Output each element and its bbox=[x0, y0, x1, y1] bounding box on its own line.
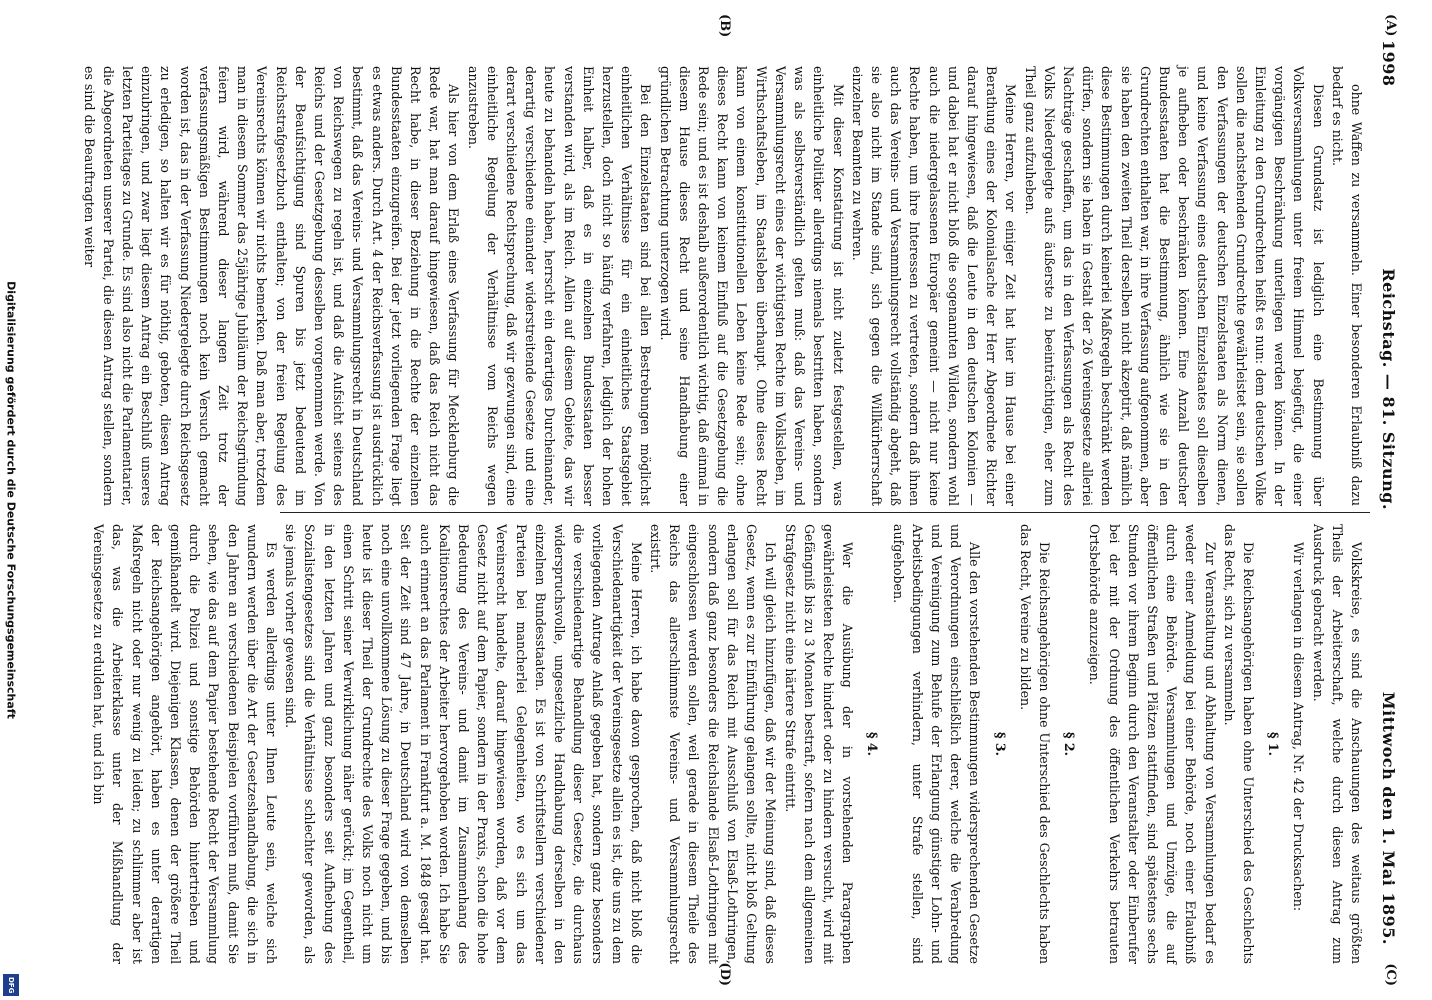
section-heading: § 2. bbox=[1062, 731, 1078, 757]
paragraph: Als hier von dem Erlaß eines Verfassung für Mecklenburg die Rede war, hat man darauf hingewiesen, daß das Reich nicht das Recht habe, in dieser Beziehung in die Rechte der einzelnen Bundesstaaten einzugreifen. Bei der jetzt vorliegenden Frage liegt es etwas anders. Durch Art. 4 der Reichsverfassung ist ausdrücklich bestimmt, daß das Vereins- und Versammlungsrecht in Deutschland von Reichswegen zu regeln ist, und daß die Aufsicht seitens des Reichs und der Gesetzgebung desselben vorgenommen werde. Von der Beaufsichtigung sind Spuren bis jetzt bedeutend im Reichsstrafgesetzbuch enthalten; von der freien Regelung des Vereinsrechts können wir nichts bemerken. Daß man aber, trotzdem man in diesem Sommer das 25jährige Jubiläum der Reichsgründung feiern wird, während dieser langen Zeit trotz der verfassungsmäßigen Bestimmungen noch kein Versuch gemacht worden ist, das in der Verfassung Niedergelegte durch Reichsgesetz zu erledigen, so halten wir es für nöthig, geboten, diesen Antrag einzubringen, und zwar liegt diesem Antrag ein Beschluß unseres letzten Parteitages zu Grunde. Es sind also nicht die Parlamentarier, die Abgeordneten unserer Partei, die diesen Antrag stellen, sondern es sind die Beauftragten weiter bbox=[81, 66, 462, 506]
paragraph: Es werden allerdings unter Ihnen Leute sein, welche sich wundern werden über die Art der Gesetzeshandhabung, die sich in den Jahren an verschiedenen Beispielen vorführen muß, damit Sie sehen, wie das auf dem Papier bestehende Recht der Versammlung durch die Polizei und sonstige Behörden hintertrieben und gemißhandelt wird. Diejenigen Klassen, denen der größere Theil der Reichsangehörigen angehört, haben es unter derartigen Maßregeln nicht oder nur wenig zu leiden; zu schlimmer aber ist das, was die Arbeiterklasse unter der Mißhandlung der Vereinsgesetze zu erdulden hat, und ich bin bbox=[91, 524, 280, 964]
digitization-credit bbox=[0, 0, 22, 1000]
paragraph: Diesen Grundsatz ist lediglich eine Bestimmung über Volksversammlungen unter freiem Himmel beigefügt, die einer vorgängigen Beschränkung unterliegen werden können. In der Einleitung zu den Grundrechten heißt es nun: dem deutschen Volke sollen die nachstehenden Grundrechte gewährleistet sein, sie sollen den Verfassungen der deutschen Einzelstaaten als Norm dienen, und keine Verfassung eines deutschen Einzelstaates soll dieselben je aufheben oder beschränken können. Eine Anzahl deutscher Bundesstaaten hat die Bestimmung, ähnlich wie sie in den Grundrechten enthalten war, in ihre Verfassung aufgenommen, aber sie haben den zweiten Theil derselben nicht akzeptirt, daß nämlich diese Bestimmungen durch keinerlei Maßregeln beschränkt werden dürfen, sondern sie haben in Gestalt der 26 Vereinsgesetze alleriei Nachträge geschaffen, um das in den Verfassungen als Recht des Volks Niedergelegte aufs äußerste zu beeinträchtigen, eher zum Theil ganz aufzuheben. bbox=[1022, 66, 1326, 506]
paragraph: Wer die Ausübung der in vorstehenden Paragraphen gewährleisteten Rechte hindert oder zu hindern versucht, wird mit Gefängniß bis zu 3 Monaten bestraft, sofern nach dem allgemeinen Strafgesetz nicht eine härtere Strafe eintritt. bbox=[782, 524, 856, 964]
credit-text: Digitalisierung gefördert durch die Deutsche Forschungsgemeinschaft bbox=[4, 281, 18, 719]
paragraph: Die Reichsangehörigen ohne Unterschied des Geschlechts haben das Recht, Vereine zu bilden. bbox=[1017, 524, 1052, 964]
section-heading: § 4. bbox=[865, 731, 881, 757]
paragraph: Ich will gleich hinzufügen, daß wir der Meinung sind, daß dieses Gesetz, wenn es zur Einführung gelangen sollte, nicht bloß Geltung erlangen soll für das Reich mit Ausschluß von Elsaß-Lothringen, sondern daß ganz besonders die Reichslande Elsaß-Lothringen mit eingeschlossen werden sollen, weil gerade in diesem Theile des Reichs das allerschlimmste Vereins- und Versammlungsrecht existirt. bbox=[648, 524, 779, 964]
dfg-logo: DFG bbox=[3, 974, 19, 996]
margin-marker-b: (B) bbox=[717, 14, 732, 38]
right-column bbox=[91, 524, 1366, 964]
page-date: Mittwoch den 1. Mai 1895. bbox=[1379, 691, 1399, 945]
paragraph: Zur Veranstaltung und Abhaltung von Versammlungen bedarf es weder einer Anmeldung bei einer Behörde, noch einer Erlaubniß durch eine Behörde. Versammlungen und Umzüge, die auf öffentlichen Straßen und Plätzen stattfinden, sind spätestens sechs Stunden vor ihrem Beginn durch den Veranstalter oder Einberufer bei der mit der Ordnung des öffentlichen Verkehrs betrauten Ortsbehörde anzuzeigen. bbox=[1087, 524, 1218, 964]
paragraph: Meine Herren, ich habe davon gesprochen, daß nicht bloß die Verschiedenartigkeit der Vereinsgesetze allein es ist, die uns zu dem vorliegenden Antrage Anlaß gegeben hat, sondern ganz besonders die verschiedenartige Behandlung dieser Gesetze, die durchaus widerspruchsvolle, ungesetzliche Handhabung derselben in den einzelnen Bundesstaaten. Es ist von Schriftstellern verschiedener Parteien bei mancherlei Gelegenheiten, wo es sich um das Vereinsrecht handelte, darauf hingewiesen worden, daß vor dem Gesetz nicht auf dem Papier, sondern in der Praxis, schon die hohe Bedeutung des Vereins- und damit im Zusammenhang des Koalitionsrechtes der Arbeiter hervorgehoben worden. Ich habe Sie auch erinnert an das Parlament in Frankfurt a. M. 1848 gesagt hat. Seit der Zeit sind 47 Jahre, in Deutschland wird von demselben noch eine unvollkommene Lösung zu dieser Frage gegeben, und bis heute ist dieser Theil der Grundrechte des Volks noch nicht um einen Schritt seiner Verwirklichung näher gerückt; im Gegentheil, in den letzten Jahren und ganz besonders seit Aufhebung des Sozialistengesetzes sind die Verhältnisse schlechter geworden, als sie jemals vorher gewesen sind. bbox=[283, 524, 644, 964]
section-heading: § 3. bbox=[992, 731, 1008, 757]
page-header bbox=[1376, 40, 1402, 945]
paragraph: Alle den vorstehenden Bestimmungen widersprechenden Gesetze und Verordnungen einschließlich derer, welche die Verabredung und Vereinigung zum Behufe der Erlangung günstiger Lohn- und Arbeitsbedingungen verhindern, unter Strafe stellen, sind aufgehoben. bbox=[890, 524, 983, 964]
column-divider bbox=[280, 512, 1370, 513]
paragraph: ohne Waffen zu versammeln. Einer besonderen Erlaubniß dazu bedarf es nicht. bbox=[1329, 66, 1364, 506]
page-number: 1998 bbox=[1379, 40, 1399, 87]
margin-marker-d: (D) bbox=[717, 962, 732, 986]
paragraph: Wir verlangen in diesem Antrag, Nr. 42 der Drucksachen: bbox=[1291, 542, 1307, 912]
margin-marker-a: (A) bbox=[1383, 14, 1398, 37]
margin-marker-c: (C) bbox=[1383, 963, 1398, 986]
paragraph: Meine Herren, vor einiger Zeit hat hier im Hause bei einer Berathung eines der Kolonialsache der Herr Abgeordnete Richter darauf hingewiesen, daß die Leute in den deutschen Kolonien — und dabei hat er nicht bloß die sogenannten Wilden, sondern wohl auch die niedergelassenen Europäer gemeint — nicht nur keine Rechte haben, um ihre Interessen zu vertreten, sondern daß ihnen auch das Vereins- und Versammlungsrecht vollständig abgeht, daß sie also nicht im Stande sind, sich gegen die Willkürherrschaft einzelner Beamten zu wehren. bbox=[849, 66, 1019, 506]
paragraph: Bei den Einzelstaaten sind bei allen Bestrebungen möglichst einheitlichen Verhältnisse für ein einheitliches Staatsgebiet herzustellen, doch nicht so häufig verfahren, lediglich der hohen Einheit halber, daß es in einzelnen Bundesstaaten besser verstanden wird, als im Reich. Allein auf diesem Gebiete, das wir heute zu behandeln haben, herrscht ein derartiges Durcheinander, derartig verschiedene einander widerstreitende Gesetze und eine derart verschiedene Rechtsprechung, daß wir gezwungen sind, eine einheitliche Regelung der Verhältnisse vom Reichs wegen anzustreben. bbox=[465, 66, 654, 506]
page-title: Reichstag. — 81. Sitzung. bbox=[1379, 268, 1399, 511]
section-heading: § 1. bbox=[1266, 731, 1282, 757]
paragraph: Mit dieser Konstatirung ist nicht zuletzt festgestellen, was einheitliche Politiker allerdings niemals bestritten haben, sondern was als selbstverständlich gelten muß: daß das Vereins- und Versammlungsrecht eines der wichtigsten Rechte im Volksleben, im Wirthschaftsleben, im Staatsleben überhaupt. Ohne dieses Recht kann von einem konstitutionellen Leben keine Rede sein; ohne dieses Recht kann von keinem Einfluß auf die Gesetzgebung die Rede sein; und es ist deshalb außerordentlich wichtig, daß einmal in diesem Hause dieses Recht und seine Handhabung einer gründlichen Betrachtung unterzogen wird. bbox=[657, 66, 846, 506]
paragraph: Volkskreise, es sind die Anschauungen des weitaus größten Theils der Arbeiterschaft, welche durch diesen Antrag zum Ausdruck gebracht werden. bbox=[1310, 524, 1364, 964]
paragraph: Die Reichsangehörigen haben ohne Unterschied des Geschlechts das Recht, sich zu versammeln. bbox=[1221, 524, 1256, 964]
left-column bbox=[81, 66, 1366, 506]
